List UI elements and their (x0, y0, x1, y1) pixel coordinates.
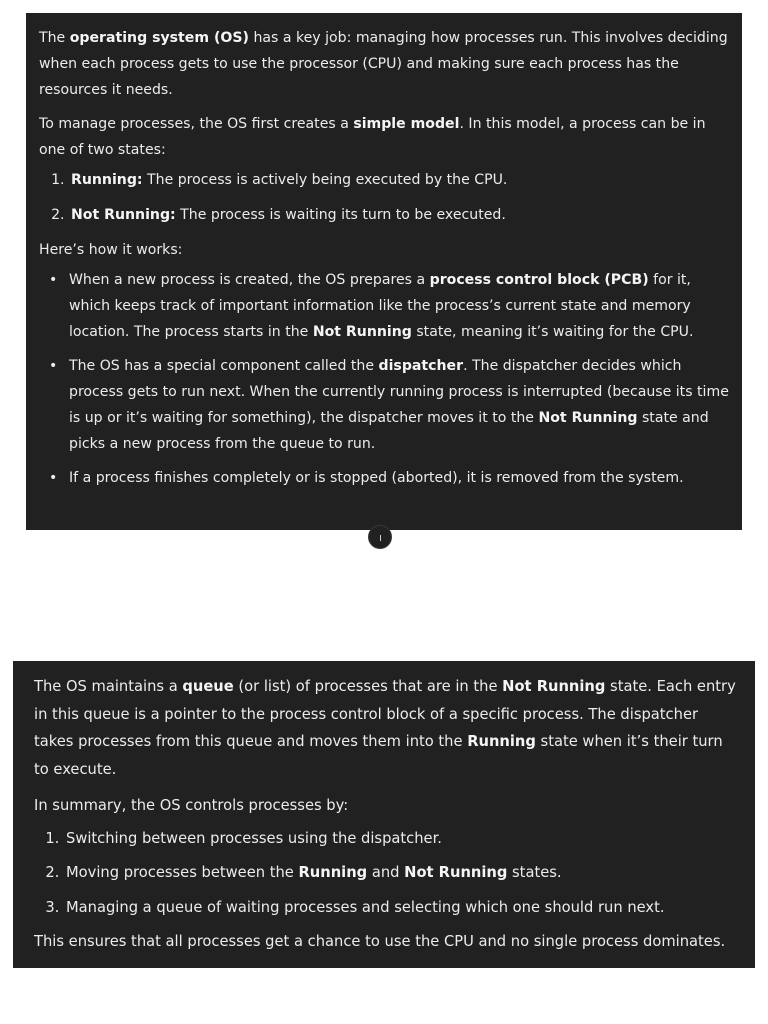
bold-term: Running: (71, 172, 143, 188)
bold-term: Not Running (404, 864, 508, 881)
states-list (39, 167, 730, 228)
text-run: . In this model, a process can be in one of two states: (39, 116, 706, 158)
bold-term: Running (467, 733, 536, 750)
bold-term: Not Running: (71, 207, 176, 223)
summary-list (34, 825, 739, 922)
scroll-down-icon[interactable] (368, 525, 392, 549)
list-item (49, 465, 730, 491)
text-run: . The dispatcher decides which process gets to run next. When the currently running process is interrupted (because its time is up or it’s waiting for something), the dispatcher moves it to the (69, 358, 729, 426)
bullet-icon: • (49, 470, 58, 486)
text-run: The process is waiting its turn to be executed. (175, 207, 506, 223)
text-run: The OS has a special component called the (69, 358, 379, 374)
text-run: (or list) of processes that are in the (233, 678, 503, 695)
text-run: If a process finishes completely or is stopped (aborted), it is removed from the system. (69, 470, 684, 486)
list-item (64, 894, 739, 922)
text-run: state. Each entry in this queue is a pointer to the process control block of a specific process. The dispatcher takes processes from this queue and moves them into the (34, 678, 736, 750)
text-run: The (39, 30, 70, 46)
text-run: state, meaning it’s waiting for the CPU. (411, 324, 694, 340)
bold-term: queue (182, 678, 234, 695)
text-run: has a key job: managing how processes run. This involves deciding when each process gets to use the processor (CPU) and making sure each process has the resources it needs. (39, 30, 728, 98)
summary-heading: In summary, the OS controls processes by: (34, 797, 349, 814)
conclusion-paragraph: This ensures that all processes get a chance to use the CPU and no single process dominates. (34, 933, 726, 950)
text-run: state and picks a new process from the queue to run. (69, 410, 709, 452)
chat-response-bottom (13, 661, 755, 968)
bullet-icon: • (49, 272, 58, 288)
list-item (64, 825, 739, 853)
chat-response-top (26, 13, 742, 530)
text-run: for it, which keeps track of important information like the process’s current state and memory location. The process starts in the (69, 272, 691, 340)
bold-term: Not Running (312, 324, 412, 340)
intro-paragraph (39, 25, 730, 103)
bold-term: Not Running (538, 410, 638, 426)
bold-term: Not Running (502, 678, 606, 695)
text-run: states. (507, 864, 562, 881)
bold-term: process control block (PCB) (429, 272, 649, 288)
list-item (49, 353, 730, 457)
model-paragraph (39, 111, 730, 163)
bold-term: dispatcher (378, 358, 464, 374)
queue-paragraph (34, 673, 739, 783)
text-run: and (367, 864, 405, 881)
bold-term: operating system (OS) (69, 30, 249, 46)
text-run: state when it’s their turn to execute. (34, 733, 723, 778)
text-run: The OS maintains a (34, 678, 183, 695)
text-run: The process is actively being executed by the CPU. (142, 172, 508, 188)
list-item (69, 167, 730, 193)
how-it-works-heading: Here’s how it works: (39, 242, 183, 258)
list-item (49, 267, 730, 345)
text-run: Switching between processes using the dispatcher. (66, 829, 442, 847)
list-item (69, 202, 730, 228)
text-run: When a new process is created, the OS prepares a (69, 272, 430, 288)
bullet-list (39, 267, 730, 491)
bullet-icon: • (49, 358, 58, 374)
list-item (64, 859, 739, 887)
text-run: To manage processes, the OS first creates a (39, 116, 354, 132)
bold-term: simple model (353, 116, 460, 132)
text-run: Moving processes between the (66, 864, 299, 881)
bold-term: Running (298, 864, 368, 881)
text-run: Managing a queue of waiting processes and selecting which one should run next. (66, 898, 665, 916)
